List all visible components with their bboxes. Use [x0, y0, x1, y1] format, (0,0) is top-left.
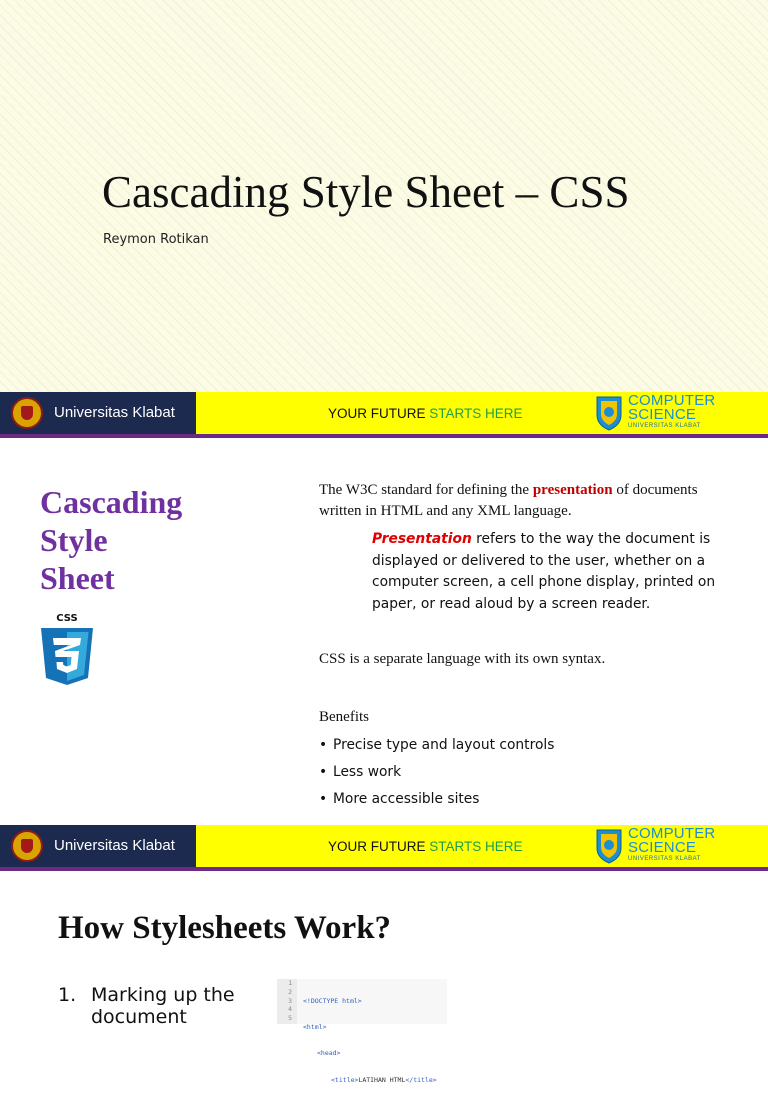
computer-science-logo-text — [628, 827, 715, 863]
cs-logo-line3: UNIVERSITAS KLABAT — [628, 423, 701, 429]
code-line-numbers — [277, 979, 297, 1024]
code-line — [303, 1076, 437, 1085]
line-number: 5 — [288, 1014, 292, 1023]
line-number: 4 — [288, 1005, 292, 1014]
university-seal-icon — [11, 830, 43, 862]
slide3-heading: How Stylesheets Work? — [58, 910, 392, 946]
code-line: <head> — [317, 1049, 341, 1058]
tagline-highlight: STARTS HERE — [429, 406, 523, 421]
university-banner — [0, 825, 768, 871]
intro-paragraph — [319, 480, 719, 522]
list-item: • Precise type and layout controls — [319, 735, 554, 762]
code-snippet — [277, 979, 447, 1084]
banner-tagline — [328, 839, 523, 854]
code-tag: <title> — [331, 1075, 359, 1084]
banner-tagline — [328, 406, 523, 421]
code-line: <html> — [303, 1022, 327, 1031]
cs-logo-line3: UNIVERSITAS KLABAT — [628, 856, 701, 862]
computer-science-shield-icon — [596, 828, 622, 864]
css-badge-label: CSS — [56, 613, 78, 624]
list-item: • More accessible sites — [319, 789, 554, 816]
cs-logo-line2: SCIENCE — [628, 406, 697, 423]
line-number: 2 — [288, 987, 292, 996]
author-name: Reymon Rotikan — [103, 232, 209, 247]
tagline-highlight: STARTS HERE — [429, 839, 523, 854]
code-text: LATIHAN HTML — [358, 1075, 406, 1084]
step-text-line2: document — [91, 1006, 187, 1028]
heading-line: Cascading — [40, 484, 183, 520]
university-seal-icon — [11, 397, 43, 429]
cs-logo-line1: COMPUTER — [628, 392, 716, 409]
step-number: 1. — [58, 984, 77, 1006]
code-tag: </title> — [405, 1075, 437, 1084]
intro-highlight: presentation — [532, 482, 613, 498]
banner-navy-panel — [0, 825, 196, 867]
list-item: • Less work — [319, 762, 554, 789]
title-slide — [0, 0, 768, 392]
numbered-step — [58, 984, 258, 1028]
university-name: Universitas Klabat — [54, 837, 175, 854]
definition-text: refers to the way the document is displayed or delivered to the user, whether on a computer screen, a cell phone display, printed on paper, or read aloud by a screen reader. — [372, 531, 716, 612]
benefits-title: Benefits — [319, 709, 369, 725]
definition-term: Presentation — [372, 531, 472, 547]
university-name: Universitas Klabat — [54, 404, 175, 421]
code-lines — [303, 979, 437, 1102]
line-number: 1 — [288, 979, 292, 987]
cs-logo-line1: COMPUTER — [628, 825, 716, 842]
university-banner — [0, 392, 768, 438]
separate-language-text: CSS is a separate language with its own syntax. — [319, 651, 606, 667]
css3-logo-icon — [41, 612, 93, 686]
code-line: <!DOCTYPE html> — [303, 996, 362, 1005]
tagline-prefix: YOUR FUTURE — [328, 406, 430, 421]
intro-suffix: of documents written in HTML and any XML language. — [319, 482, 698, 519]
step-text-line1: Marking up the — [91, 984, 235, 1006]
heading-line: Style — [40, 522, 108, 558]
slide2-heading — [40, 483, 240, 597]
heading-line: Sheet — [40, 560, 115, 596]
tagline-prefix: YOUR FUTURE — [328, 839, 430, 854]
line-number: 3 — [288, 996, 292, 1005]
computer-science-logo-text — [628, 394, 715, 430]
computer-science-shield-icon — [596, 395, 622, 431]
presentation-definition — [372, 529, 742, 615]
cs-logo-line2: SCIENCE — [628, 839, 697, 856]
benefits-list — [319, 735, 554, 816]
intro-prefix: The W3C standard for defining the — [319, 482, 533, 498]
presentation-title: Cascading Style Sheet – CSS — [102, 167, 630, 217]
banner-navy-panel — [0, 392, 196, 434]
